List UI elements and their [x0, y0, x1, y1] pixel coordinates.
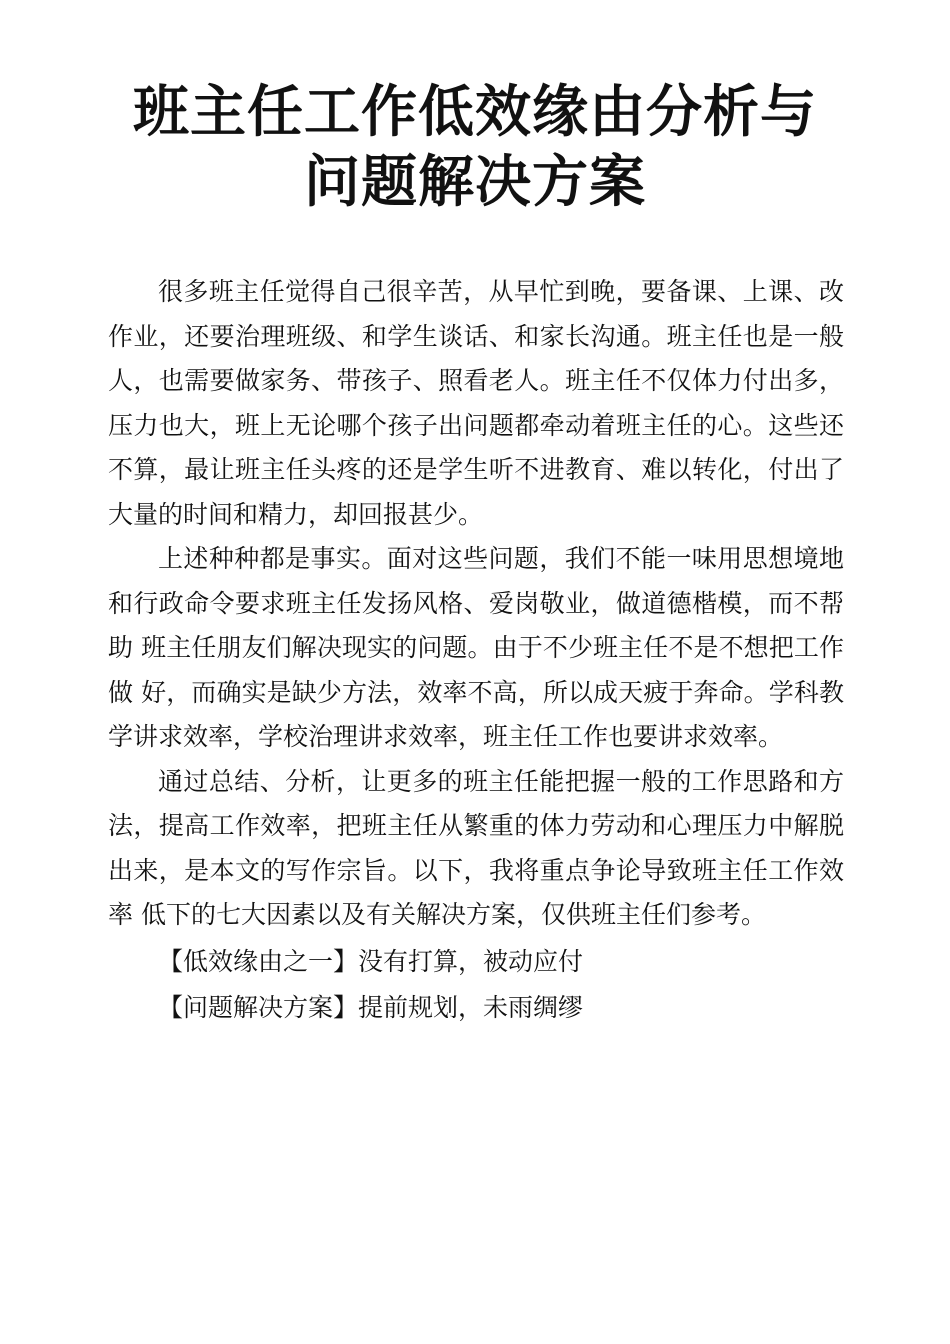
- section-heading-2: 【问题解决方案】提前规划，未雨绸缪: [158, 993, 584, 1022]
- paragraph-2: 上述种种都是事实。面对这些问题，我们不能一味用思想境地和行政命令要求班主任发扬风格、爱岗敬业，做道德楷模，而不帮助 班主任朋友们解决现实的问题。由于不少班主任不是不想把工作做 好，而确实是缺少方法，效率不高，所以成天疲于奔命。学科教学讲求效率，学校治理讲求效率，班主任工作也要讲求效率。: [108, 544, 844, 751]
- paragraph-1: 很多班主任觉得自己很辛苦，从早忙到晚，要备课、上课、改作业，还要治理班级、和学生谈话、和家长沟通。班主任也是一般人，也需要做家务、带孩子、照看老人。班主任不仅体力付出多，压力也大，班上无论哪个孩子出问题都牵动着班主任的心。这些还不算，最让班主任头疼的还是学生听不进教育、难以转化，付出了大量的时间和精力，却回报甚少。: [108, 277, 844, 529]
- paragraph-3: 通过总结、分析，让更多的班主任能把握一般的工作思路和方法，提高工作效率，把班主任从繁重的体力劳动和心理压力中解脱出来，是本文的写作宗旨。以下，我将重点争论导致班主任工作效率 低下的七大因素以及有关解决方案，仅供班主任们参考。: [108, 766, 844, 929]
- section-heading-1: 【低效缘由之一】没有打算，被动应付: [158, 946, 584, 976]
- document-body: [108, 270, 844, 1031]
- document-title: [80, 78, 870, 218]
- title-line-2: 问题解决方案: [304, 150, 646, 215]
- title-line-1: 班主任工作低效缘由分析与: [133, 80, 817, 145]
